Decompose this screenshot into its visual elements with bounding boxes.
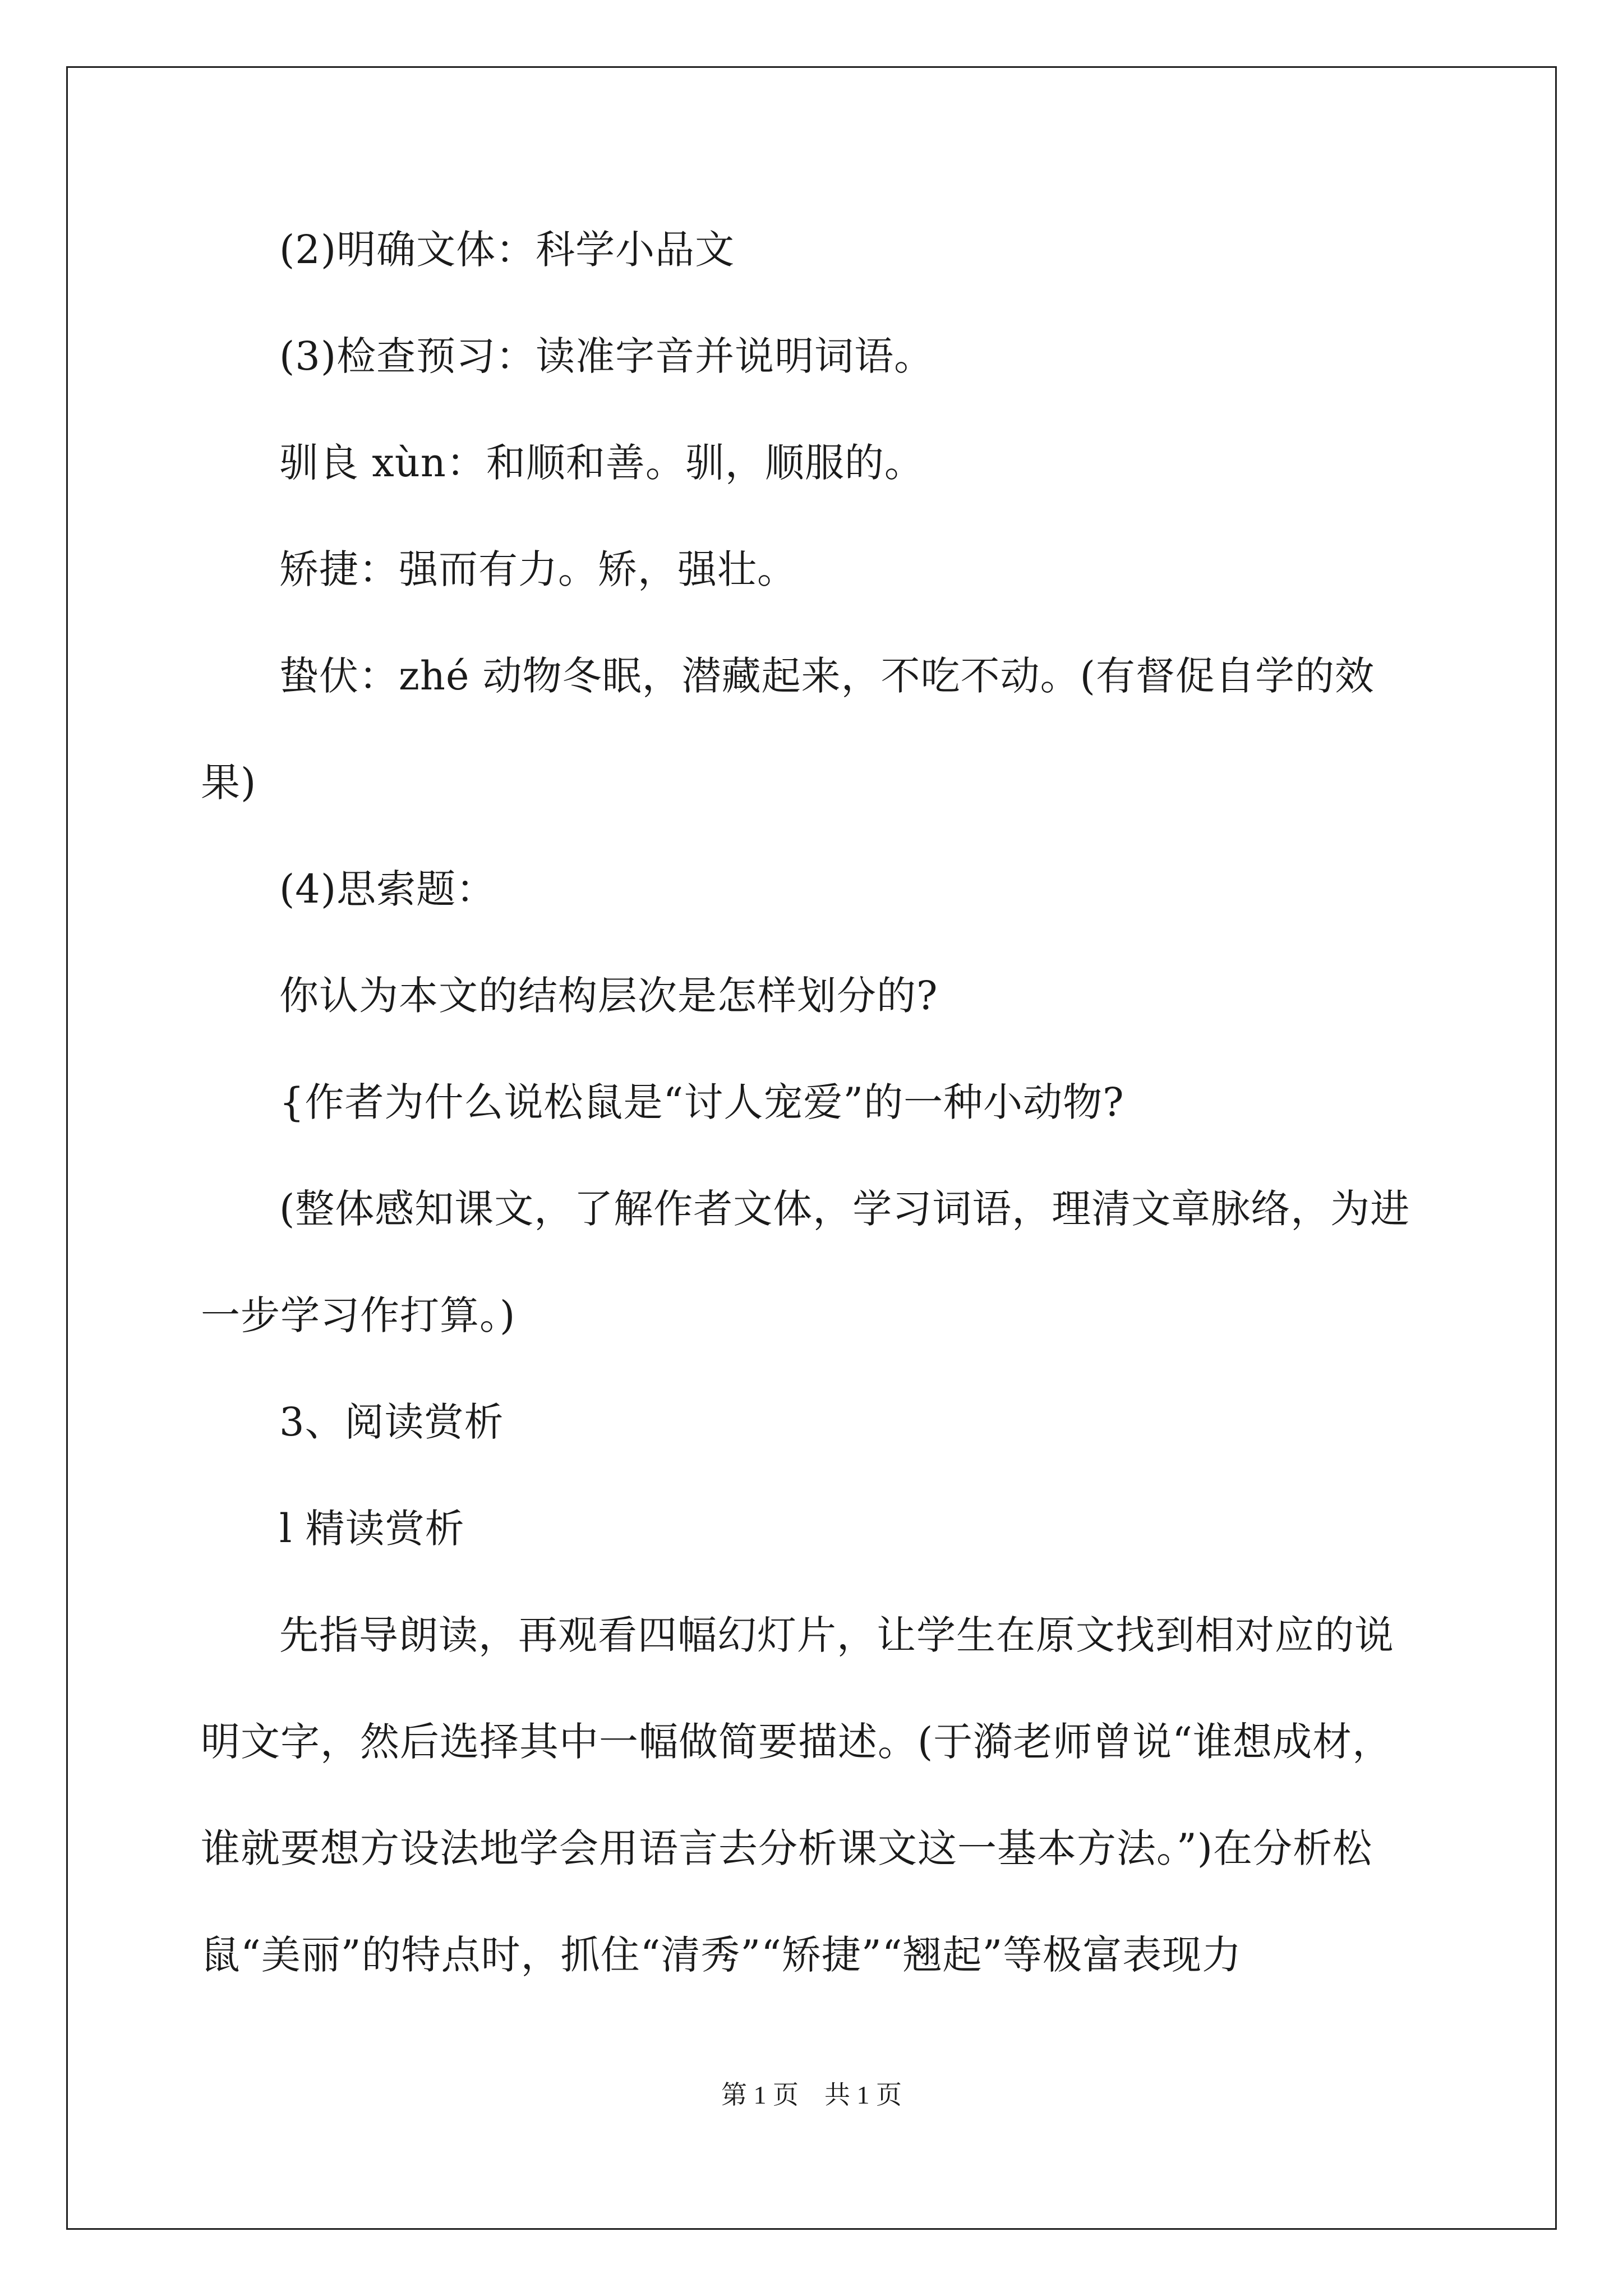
section-heading: 3、阅读赏析 bbox=[279, 1399, 504, 1445]
paragraph-line: 矫捷：强而有力。矫，强壮。 bbox=[279, 546, 797, 592]
paragraph-line: {作者为什么说松鼠是“讨人宠爱”的一种小动物? bbox=[279, 1079, 1124, 1125]
paragraph-line: 果) bbox=[201, 760, 257, 806]
paragraph-line: 谁就要想方设法地学会用语言去分析课文这一基本方法。”)在分析松 bbox=[201, 1825, 1373, 1871]
page-border bbox=[66, 66, 1557, 2230]
paragraph-line: 你认为本文的结构层次是怎样划分的? bbox=[279, 973, 938, 1019]
paragraph-line: 先指导朗读，再观看四幅幻灯片，让学生在原文找到相对应的说 bbox=[279, 1612, 1394, 1658]
paragraph-line: 蛰伏：zhé 动物冬眠，潜藏起来，不吃不动。(有督促自学的效 bbox=[279, 653, 1375, 699]
paragraph-line: (2)明确文体：科学小品文 bbox=[279, 227, 735, 273]
paragraph-line: 驯良 xùn：和顺和善。驯，顺服的。 bbox=[279, 440, 924, 486]
subsection-heading: l 精读赏析 bbox=[279, 1506, 465, 1552]
paragraph-line: 一步学习作打算。) bbox=[201, 1292, 516, 1338]
paragraph-line: (整体感知课文，了解作者文体，学习词语，理清文章脉络，为进 bbox=[279, 1186, 1410, 1232]
paragraph-line: (3)检查预习：读准字音并说明词语。 bbox=[279, 333, 934, 379]
paragraph-line: (4)思索题： bbox=[279, 866, 496, 912]
paragraph-line: 鼠“美丽”的特点时，抓住“清秀”“矫捷”“翘起”等极富表现力 bbox=[201, 1932, 1242, 1978]
paragraph-line: 明文字，然后选择其中一幅做简要描述。(于漪老师曾说“谁想成材， bbox=[201, 1719, 1393, 1765]
page-footer: 第 1 页 共 1 页 bbox=[721, 2081, 902, 2109]
